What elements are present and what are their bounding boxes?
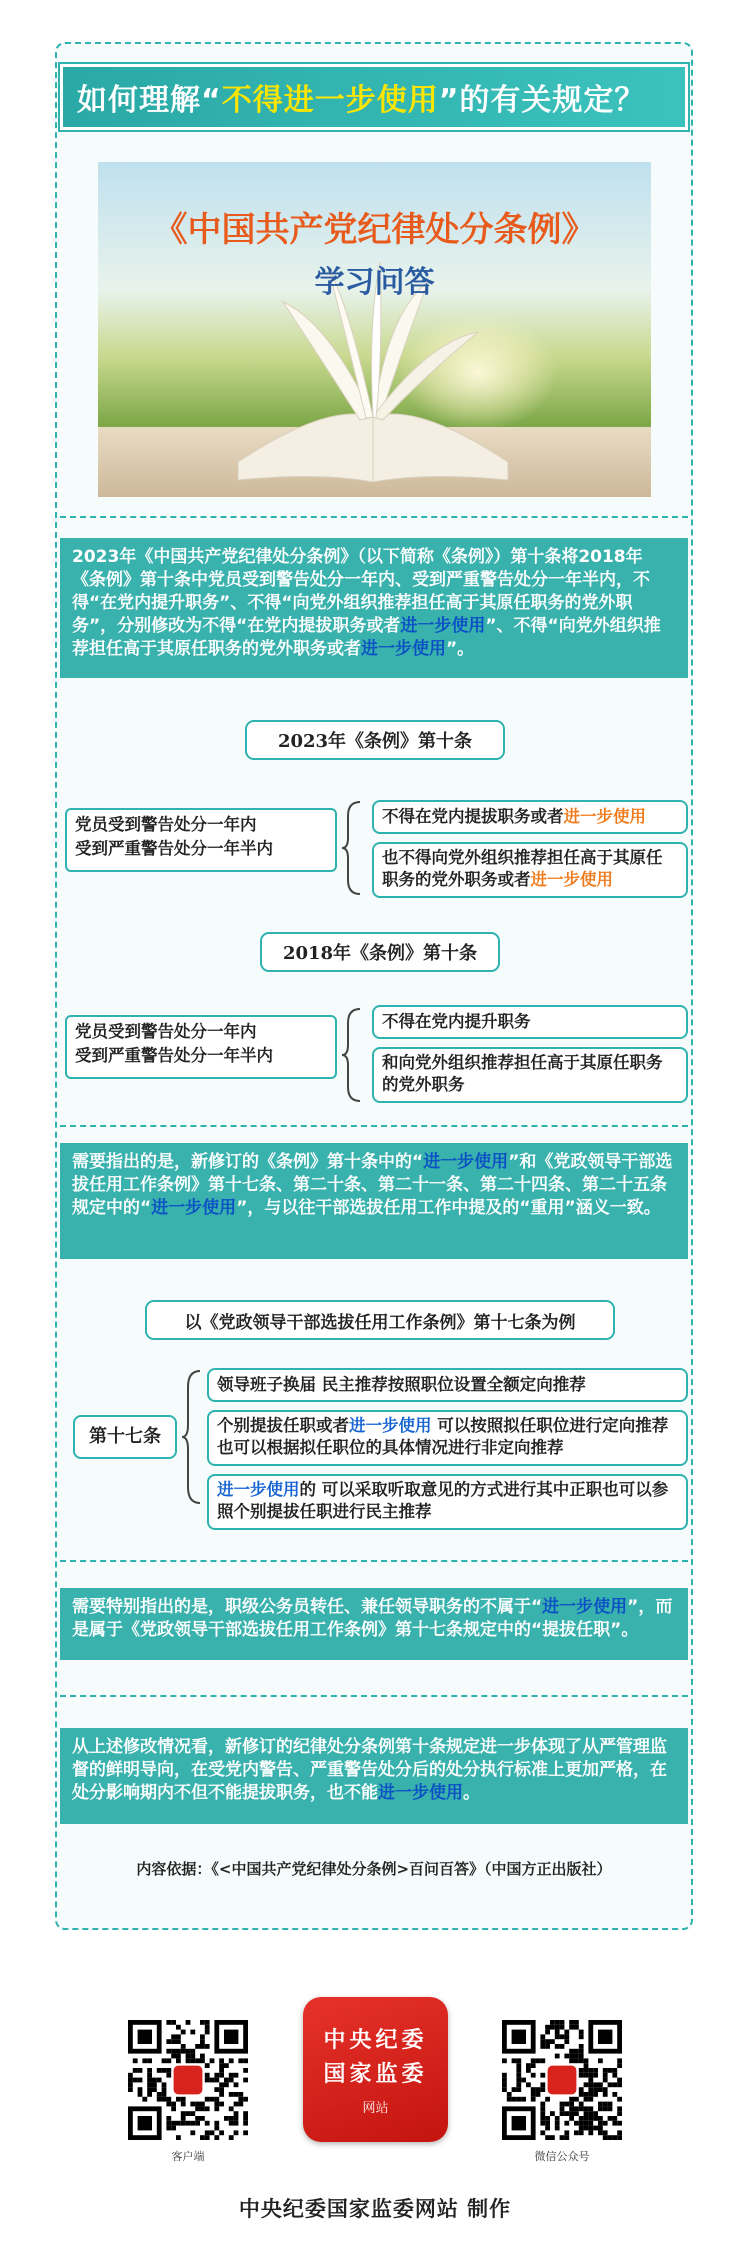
heading-2018: 2018年《条例》第十条 <box>260 932 500 972</box>
rule-box-2023-2 <box>372 842 688 898</box>
title-text-post: ”的有关规定？ <box>438 83 646 118</box>
rule-text: 不得在党内提拔职务或者 <box>382 807 564 826</box>
logo-line-2: 国家监委 <box>323 2061 428 2087</box>
note1-text-1: 需要指出的是，新修订的《条例》第十条中的“ <box>72 1152 424 1172</box>
footer-credit: 中央纪委国家监委网站 制作 <box>238 2197 512 2221</box>
subject-box-2018 <box>65 1015 337 1079</box>
heading-2023: 2023年《条例》第十条 <box>245 720 505 760</box>
rule-box-17-2 <box>207 1410 688 1466</box>
divider <box>60 1695 688 1697</box>
logo-line-3: 网站 <box>362 2101 389 2116</box>
note-paragraph-3 <box>60 1728 688 1824</box>
rule-text: 个别提拔任职或者 <box>217 1416 349 1435</box>
note3-highlight-1: 进一步使用 <box>378 1783 463 1803</box>
logo-line-1: 中央纪委 <box>323 2027 428 2053</box>
note1-highlight-2: 进一步使用 <box>151 1198 237 1218</box>
rule-highlight: 进一步使用 <box>217 1480 300 1499</box>
title-highlight: 不得进一步使用 <box>221 83 439 118</box>
intro-highlight-1: 进一步使用 <box>400 616 486 636</box>
content-source: 内容依据：《<中国共产党纪律处分条例>百问百答》（中国方正出版社） <box>136 1860 612 1878</box>
page-title <box>60 64 688 130</box>
brace-icon <box>180 1367 206 1507</box>
intro-text-2: ”、不得“向党外组织推荐担任高于其原任职务的党外职务或者 <box>72 616 661 659</box>
intro-paragraph <box>60 538 688 678</box>
heading-article-17: 以《党政领导干部选拔任用工作条例》第十七条为例 <box>145 1300 615 1340</box>
rule-highlight: 进一步使用 <box>530 870 613 889</box>
hero-image <box>98 162 651 497</box>
subject-line-2: 受到严重警告处分一年半内 <box>75 839 273 858</box>
note2-text-2: ”，而是属于《党政领导干部选拔任用工作条例》第十七条规定中的“提拔任职”。 <box>72 1597 673 1640</box>
rule-box-2018-1: 不得在党内提升职务 <box>372 1005 688 1039</box>
rule-text: 也不得向党外组织推荐担任高于其原任职务的党外职务或者 <box>382 848 663 889</box>
qr-code-client-icon[interactable] <box>128 2020 248 2140</box>
note3-text-1: 从上述修改情况看，新修订的纪律处分条例第十条规定进一步体现了从严管理监督的鲜明导向，在受党内警告、严重警告处分后的处分执行标准上更加严格，在处分影响期内不但不能提拔职务，也不能 <box>72 1737 667 1803</box>
subject-line-2: 受到严重警告处分一年半内 <box>75 1046 273 1065</box>
divider <box>60 1560 688 1562</box>
qr-caption-wechat: 微信公众号 <box>534 2150 590 2163</box>
note1-text-3: ”，与以往干部选拔任用工作中提及的“重用”涵义一致。 <box>236 1198 661 1218</box>
note1-text-2: ”和《党政领导干部选拔任用工作条例》第十七条、第二十条、第二十一条、第二十四条、第二十五条规定中的“ <box>72 1152 673 1218</box>
hero-subtitle: 学习问答 <box>314 265 435 300</box>
note-paragraph-2 <box>60 1588 688 1660</box>
hero-title: 《中国共产党纪律处分条例》 <box>153 210 596 250</box>
rule-box-17-1: 领导班子换届 民主推荐按照职位设置全额定向推荐 <box>207 1368 688 1402</box>
intro-text-3: ”。 <box>446 639 475 659</box>
subject-box-2023 <box>65 808 337 872</box>
intro-text-1: 2023年《中国共产党纪律处分条例》（以下简称《条例》）第十条将2018年《条例》第十条中党员受到警告处分一年内、受到严重警告处分一年半内，不得“在党内提升职务”、不得“向党外组织推荐担任高于其原任职务的党外职务”，分别修改为不得“在党内提拔职务或者 <box>72 547 650 636</box>
qr-code-wechat-icon[interactable] <box>502 2020 622 2140</box>
divider <box>60 1125 688 1127</box>
qr-caption-client: 客户端 <box>171 2150 205 2163</box>
note2-text-1: 需要特别指出的是，职级公务员转任、兼任领导职务的不属于“ <box>72 1597 543 1617</box>
divider <box>60 516 688 518</box>
rule-text: 可以按照拟任职位进行定向推荐也可以根据拟任职位的具体情况进行非定向推荐 <box>217 1416 669 1457</box>
brace-icon <box>340 798 366 898</box>
rule-box-2023-1 <box>372 800 688 834</box>
rule-box-2018-2: 和向党外组织推荐担任高于其原任职务的党外职务 <box>372 1047 688 1103</box>
title-text-pre: 如何理解“ <box>77 83 222 118</box>
rule-highlight: 进一步使用 <box>349 1416 432 1435</box>
rule-highlight: 进一步使用 <box>563 807 646 826</box>
subject-line-1: 党员受到警告处分一年内 <box>75 815 257 834</box>
note2-highlight-1: 进一步使用 <box>542 1597 628 1617</box>
intro-highlight-2: 进一步使用 <box>361 639 446 659</box>
rule-box-17-3 <box>207 1474 688 1530</box>
note-paragraph-1 <box>60 1143 688 1259</box>
note1-highlight-1: 进一步使用 <box>423 1152 509 1172</box>
subject-line-1: 党员受到警告处分一年内 <box>75 1022 257 1041</box>
site-logo[interactable] <box>303 1997 448 2142</box>
brace-icon <box>340 1005 366 1105</box>
rule-text: 的 可以采取听取意见的方式进行其中正职也可以参照个别提拔任职进行民主推荐 <box>217 1480 669 1521</box>
note3-text-2: 。 <box>463 1783 480 1803</box>
article-17-box: 第十七条 <box>73 1415 177 1459</box>
